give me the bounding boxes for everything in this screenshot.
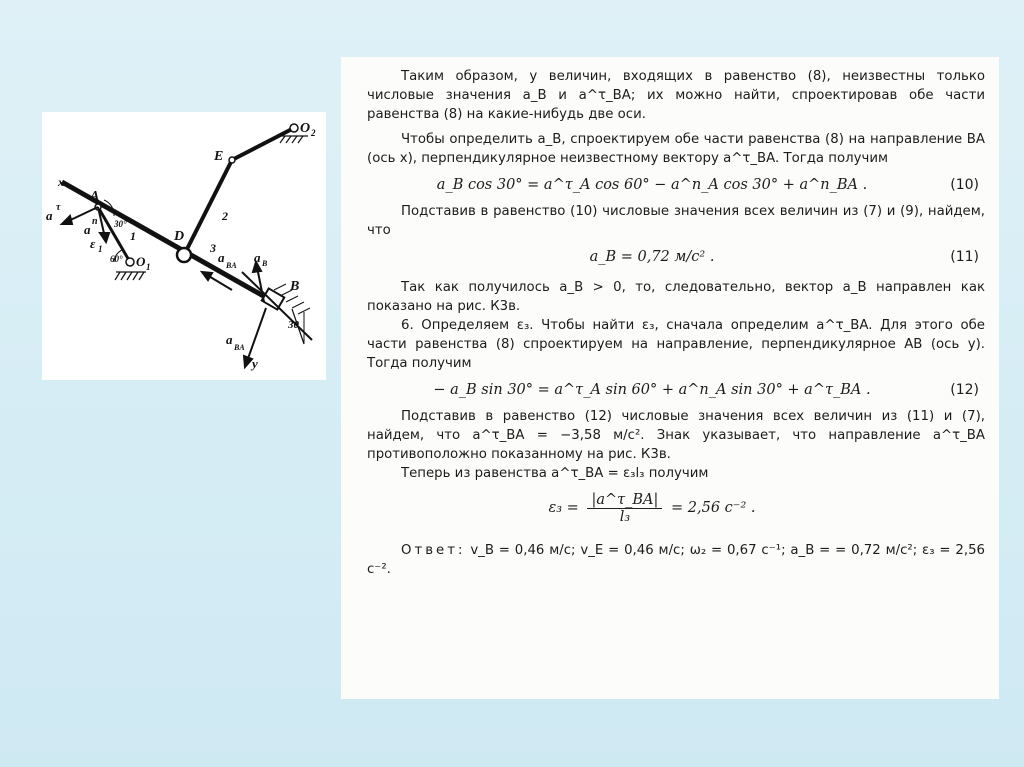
equation-12 [367,375,985,405]
label-a-n-a: a [84,222,91,237]
label-eps1-sub: 1 [98,244,103,254]
answer-label: Ответ: [401,543,466,558]
label-a-b: a [254,250,261,265]
label-link-2: 2 [222,209,228,223]
link-de [184,160,232,255]
equation-13-body [367,485,937,531]
label-o2: O [300,121,311,136]
paragraph-7: Теперь из равенства a^τ_BA = ε₃l₃ получим [401,466,709,481]
label-a-n-ba: a [218,250,225,265]
mechanism-svg [42,112,326,380]
equation-12-body: − a_B sin 30° = a^τ_A sin 60° + a^n_A sin 30° + a^τ_BA . [433,382,871,398]
equation-11 [367,242,985,272]
label-y-axis: y [252,356,258,371]
label-ba-sub-tau: BA [234,343,245,352]
equation-12-number: (12) [950,382,979,398]
label-angle-30: 30° [114,219,127,229]
equation-13-lhs: ε₃ = [548,500,579,516]
equation-13-fraction [587,492,662,525]
equation-11-number: (11) [950,249,979,265]
support-o2 [280,136,308,143]
paragraph-5: 6. Определяем ε₃. Чтобы найти ε₃, сначала определим a^τ_BA. Для этого обе части равенства (8) спроектируем на направление, перпендикулярное AB (ось y). Тогда получим [367,318,985,371]
mechanism-diagram [42,112,326,380]
label-eps1: ε [90,236,96,251]
label-point-d: D [174,229,185,244]
paragraph-6: Подставив в равенство (12) числовые значения всех величин из (11) и (7), найдем, что a^τ_BA = −3,58 м/с². Знак указывает, что направление a^τ_BA противоположно показанному на рис. К3в. [367,409,985,462]
label-a-tau-ba: a [226,332,233,347]
equation-10 [367,170,985,200]
equation-13-denominator: l₃ [619,508,631,525]
label-angle-60: 60° [110,254,123,264]
label-o2-sub: 2 [311,128,316,138]
equation-13-rhs: = 2,56 с⁻² . [671,500,756,516]
label-tau-a: τ [56,202,61,213]
textbook-page [341,57,999,699]
label-point-e: E [214,149,224,164]
answer-line [367,541,985,579]
answer-values: v_B = 0,46 м/с; v_E = 0,46 м/с; ω₂ = 0,67 с⁻¹; a_B = = 0,72 м/с²; ε₃ = 2,56 с⁻². [367,543,985,577]
label-n-a: n [92,216,98,227]
equation-13-numerator: |a^τ_BA| [587,492,662,509]
label-ba-sub-n: BA [226,261,237,270]
paragraph-4: Так как получилось a_B > 0, то, следовательно, вектор a_B направлен как показано на рис. К3в. [367,280,985,314]
support-o1 [115,272,146,280]
equation-11-body: a_B = 0,72 м/с² . [589,249,715,265]
label-link-1: 1 [130,229,136,243]
equation-10-body: a_B cos 30° = a^τ_A cos 60° − a^n_A cos 30° + a^n_BA . [436,177,868,193]
label-o1-sub: 1 [146,262,151,272]
label-angle-30b: 30 [288,319,299,331]
link-eo2 [232,128,294,160]
joint-d [177,248,191,262]
joint-o2 [290,124,298,132]
paragraph-2: Чтобы определить a_B, спроектируем обе части равенства (8) на направление BA (ось x), перпендикулярное неизвестному вектору a^τ_BA. Тогда получим [367,132,985,166]
equation-10-number: (10) [950,177,979,193]
label-b-sub: B [262,259,268,268]
label-link-3: 3 [210,241,216,255]
paragraph-1: Таким образом, у величин, входящих в равенство (8), неизвестны только числовые значения a_B и a^τ_BA; их можно найти, спроектировав обе части равенства (8) на какие-нибудь две оси. [367,69,985,122]
label-x-axis: x [58,175,64,189]
equation-13 [367,485,985,531]
label-o1: O [136,254,146,269]
label-a-tau-a: a [46,208,53,223]
slider-b [242,272,312,344]
label-point-b: B [290,279,300,294]
joint-e [229,157,235,163]
label-point-a: A [90,189,100,204]
paragraph-3: Подставив в равенство (10) числовые значения всех величин из (7) и (9), найдем, что [367,204,985,238]
joint-o1 [126,258,134,266]
